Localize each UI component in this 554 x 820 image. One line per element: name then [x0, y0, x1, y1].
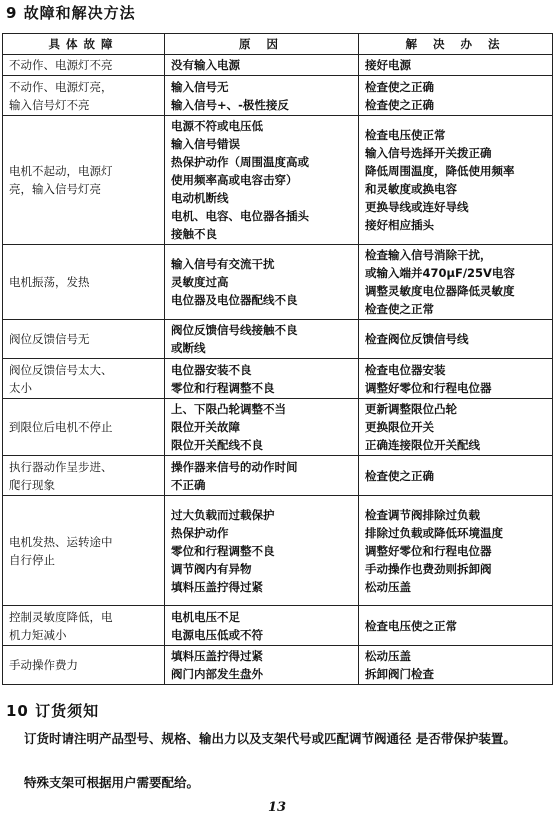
cause-line: 限位开关故障 — [171, 420, 240, 434]
solution-cell — [359, 359, 553, 399]
fault-line: 到限位后电机不停止 — [9, 420, 113, 434]
table-row — [3, 320, 553, 359]
section-10-title: 10 订货须知 — [6, 702, 100, 720]
solution-cell — [359, 76, 553, 116]
solution-cell — [359, 245, 553, 320]
cause-cell — [165, 399, 359, 456]
fault-line: 太小 — [9, 380, 32, 395]
solution-line: 更换限位开关 — [365, 420, 434, 434]
fault-cell — [3, 359, 165, 399]
solution-line: 或输入端并470μF/25V电容 — [365, 266, 515, 280]
cause-line: 电位器安装不良 — [171, 362, 252, 377]
cause-cell — [165, 320, 359, 359]
fault-line: 电机振荡，发热 — [9, 275, 90, 289]
solution-cell — [359, 646, 553, 685]
fault-cell — [3, 76, 165, 116]
fault-line: 手动操作费力 — [9, 658, 78, 672]
cause-line: 输入信号错误 — [171, 137, 240, 151]
cause-cell — [165, 245, 359, 320]
cause-line: 调节阀内有异物 — [171, 561, 252, 576]
cause-line: 热保护动作（周围温度高或 — [171, 155, 309, 169]
solution-line: 调整灵敏度电位器降低灵敏度 — [365, 284, 515, 298]
solution-line: 接好相应插头 — [365, 218, 434, 232]
solution-line: 检查使之正确 — [365, 79, 434, 94]
header-solution: 解 决 办 法 — [359, 34, 553, 55]
solution-line: 检查阀位反馈信号线 — [365, 332, 469, 346]
cause-line: 填料压盖拧得过紧 — [171, 649, 263, 663]
solution-line: 检查电压使之正常 — [365, 618, 457, 633]
solution-line: 排除过负载或降低环境温度 — [365, 525, 503, 540]
solution-line: 松动压盖 — [365, 579, 411, 594]
cause-cell — [165, 76, 359, 116]
cause-line: 输入信号有交流干扰 — [171, 257, 275, 271]
cause-cell — [165, 55, 359, 76]
solution-cell — [359, 116, 553, 245]
cause-line: 限位开关配线不良 — [171, 438, 263, 452]
cause-line: 输入信号+、-极性接反 — [171, 97, 289, 112]
cause-cell — [165, 496, 359, 606]
fault-line: 输入信号灯不亮 — [9, 97, 90, 112]
cause-line: 热保护动作 — [171, 525, 229, 540]
cause-line: 阀位反馈信号线接触不良 — [171, 323, 298, 337]
solution-cell — [359, 456, 553, 496]
cause-cell — [165, 646, 359, 685]
solution-line: 正确连接限位开关配线 — [365, 438, 480, 452]
solution-cell — [359, 55, 553, 76]
fault-cell — [3, 646, 165, 685]
table-row — [3, 456, 553, 496]
fault-line: 电机发热、运转途中 — [9, 534, 113, 549]
cause-line: 零位和行程调整不良 — [171, 543, 275, 558]
fault-line: 不动作、电源灯亮， — [9, 79, 113, 94]
table-row — [3, 55, 553, 76]
solution-line: 检查使之正常 — [365, 302, 434, 316]
solution-line: 和灵敏度或换电容 — [365, 182, 457, 196]
solution-line: 更换导线或连好导线 — [365, 200, 469, 214]
fault-cell — [3, 456, 165, 496]
fault-line: 自行停止 — [9, 552, 55, 567]
fault-line: 机力矩减小 — [9, 627, 67, 642]
cause-cell — [165, 606, 359, 646]
cause-line: 使用频率高或电容击穿） — [171, 173, 298, 187]
cause-line: 过大负载而过载保护 — [171, 507, 275, 522]
cause-line: 电源电压低或不符 — [171, 627, 263, 642]
header-fault: 具体故障 — [3, 34, 165, 55]
ordering-note-paragraph: 订货时请注明产品型号、规格、输出力以及支架代号或匹配调节阀通径 是否带保护装置。 — [24, 731, 516, 746]
cause-cell — [165, 359, 359, 399]
cause-line: 没有输入电源 — [171, 58, 240, 72]
solution-cell — [359, 606, 553, 646]
cause-cell — [165, 116, 359, 245]
solution-cell — [359, 496, 553, 606]
table-header-row — [3, 34, 553, 55]
cause-line: 电位器及电位器配线不良 — [171, 293, 298, 307]
cause-line: 输入信号无 — [171, 79, 229, 94]
special-bracket-note: 特殊支架可根据用户需要配给。 — [24, 775, 200, 790]
fault-cell — [3, 55, 165, 76]
fault-table — [2, 33, 553, 685]
cause-cell — [165, 456, 359, 496]
page-number: 13 — [267, 800, 287, 815]
solution-line: 更新调整限位凸轮 — [365, 402, 457, 416]
fault-line: 执行器动作呈步进、 — [9, 459, 113, 474]
cause-line: 电源不符或电压低 — [171, 119, 263, 133]
header-cause: 原 因 — [165, 34, 359, 55]
table-row — [3, 646, 553, 685]
solution-line: 检查输入信号消除干扰， — [365, 248, 492, 262]
fault-line: 电机不起动，电源灯 — [9, 164, 113, 178]
solution-line: 检查电位器安装 — [365, 362, 446, 377]
cause-line: 阀门内部发生盘外 — [171, 667, 263, 681]
table-row — [3, 359, 553, 399]
fault-cell — [3, 606, 165, 646]
cause-line: 电机、电容、电位器各插头 — [171, 209, 309, 223]
fault-line: 亮，输入信号灯亮 — [9, 182, 101, 196]
fault-line: 阀位反馈信号太大、 — [9, 362, 113, 377]
table-row — [3, 245, 553, 320]
fault-cell — [3, 496, 165, 606]
fault-line: 爬行现象 — [9, 477, 55, 492]
fault-cell — [3, 399, 165, 456]
cause-line: 电动机断线 — [171, 191, 229, 205]
cause-line: 灵敏度过高 — [171, 275, 229, 289]
solution-line: 检查使之正确 — [365, 468, 434, 483]
cause-line: 不正确 — [171, 477, 206, 492]
fault-cell — [3, 320, 165, 359]
solution-line: 调整好零位和行程电位器 — [365, 380, 492, 395]
fault-cell — [3, 245, 165, 320]
fault-cell — [3, 116, 165, 245]
solution-line: 检查电压使正常 — [365, 128, 446, 142]
solution-line: 降低周围温度，降低使用频率 — [365, 164, 515, 178]
solution-line: 调整好零位和行程电位器 — [365, 543, 492, 558]
solution-line: 检查使之正确 — [365, 97, 434, 112]
cause-line: 填料压盖拧得过紧 — [171, 579, 263, 594]
table-row — [3, 116, 553, 245]
fault-line: 阀位反馈信号无 — [9, 332, 90, 346]
table-row — [3, 496, 553, 606]
table-row — [3, 76, 553, 116]
fault-line: 控制灵敏度降低，电 — [9, 609, 113, 624]
cause-line: 操作器来信号的动作时间 — [171, 459, 298, 474]
solution-line: 接好电源 — [365, 58, 411, 72]
fault-line: 不动作、电源灯不亮 — [9, 58, 113, 72]
solution-line: 松动压盖 — [365, 649, 411, 663]
section-9-title: 9 故障和解决方法 — [6, 4, 136, 22]
solution-line: 手动操作也费劲则拆卸阀 — [365, 561, 492, 576]
solution-line: 检查调节阀排除过负载 — [365, 507, 480, 522]
cause-line: 接触不良 — [171, 227, 217, 241]
cause-line: 电机电压不足 — [171, 609, 240, 624]
cause-line: 或断线 — [171, 341, 206, 355]
cause-line: 零位和行程调整不良 — [171, 380, 275, 395]
table-row — [3, 606, 553, 646]
solution-cell — [359, 399, 553, 456]
table-row — [3, 399, 553, 456]
cause-line: 上、下限凸轮调整不当 — [171, 402, 286, 416]
solution-line: 拆卸阀门检查 — [365, 667, 434, 681]
solution-line: 输入信号选择开关拨正确 — [365, 146, 492, 160]
solution-cell — [359, 320, 553, 359]
